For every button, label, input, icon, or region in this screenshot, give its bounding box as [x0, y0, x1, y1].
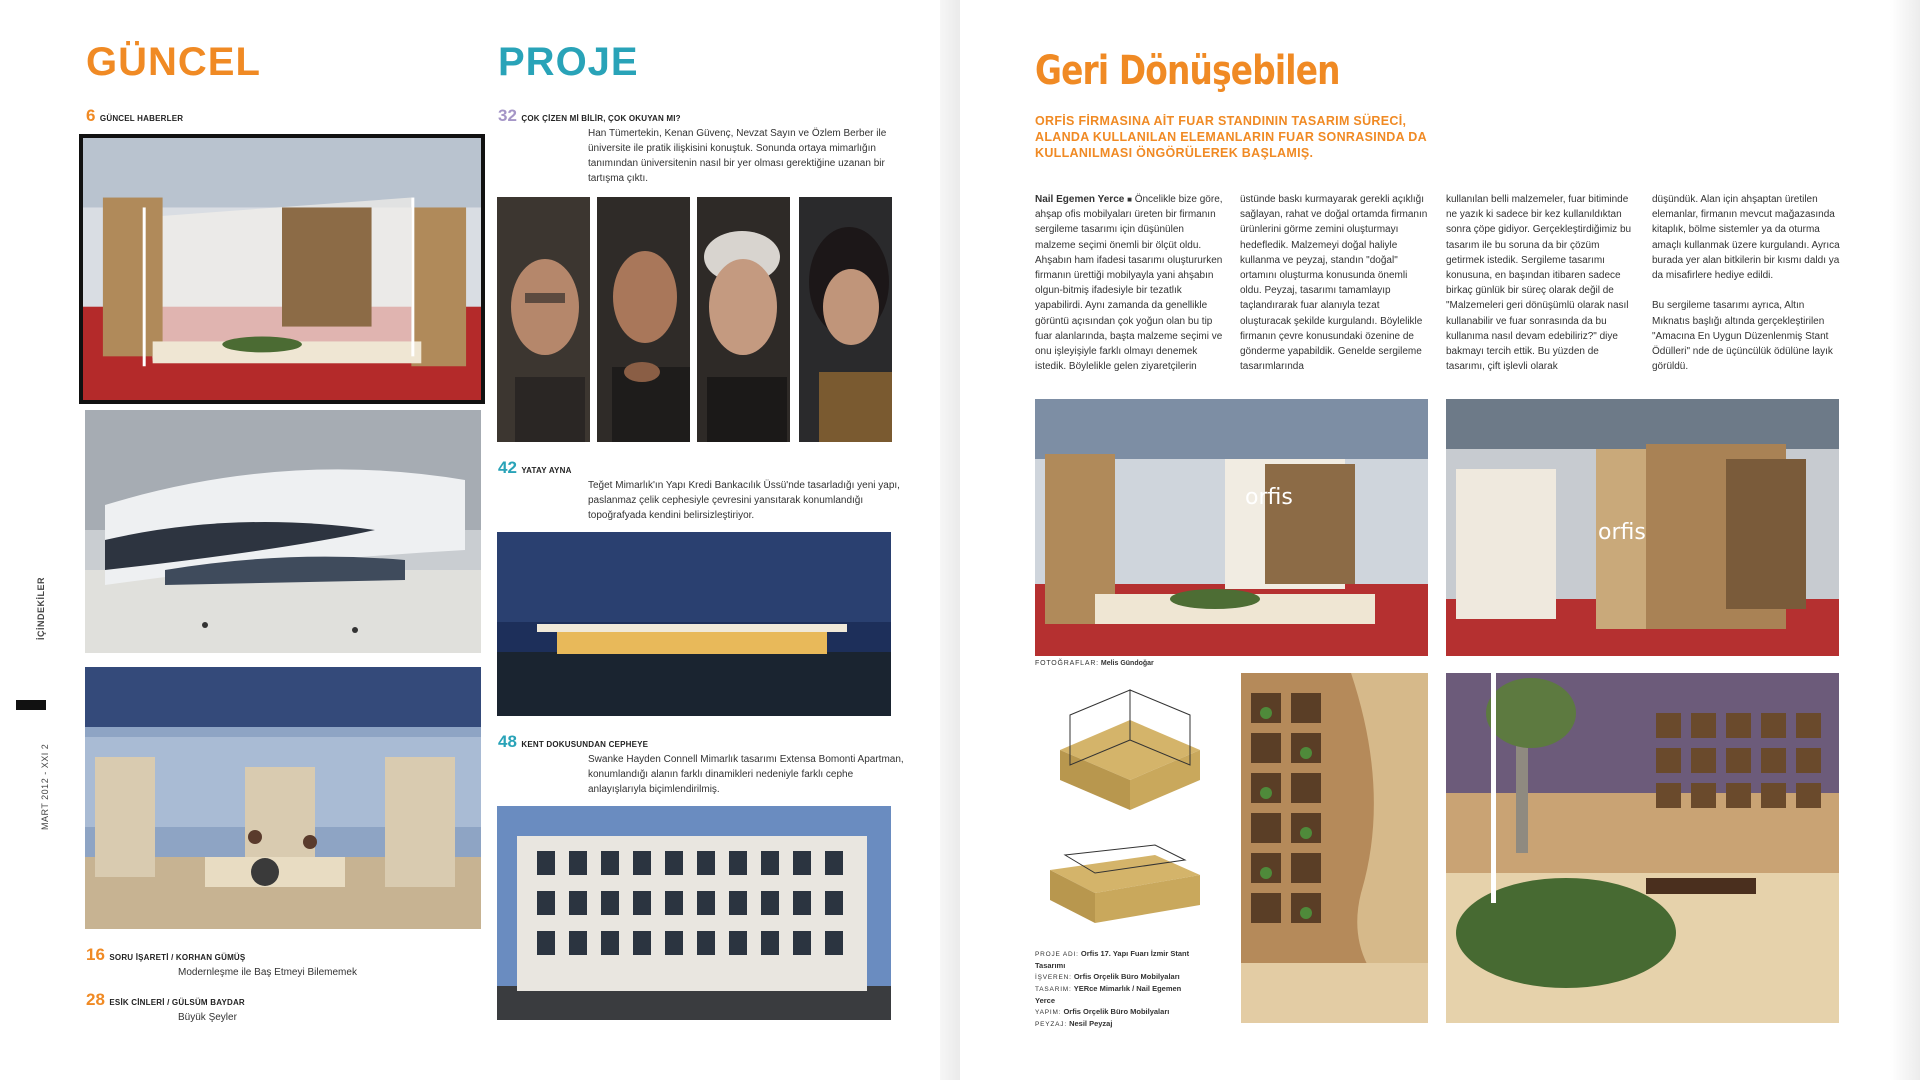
credit-row: İŞVEREN: Orfis Orçelik Büro Mobilyaları: [1035, 972, 1180, 981]
entry-tag: ÇOK ÇİZEN Mİ BİLİR, ÇOK OKUYAN MI?: [521, 114, 681, 123]
yatay-ayna-building-image[interactable]: [497, 532, 891, 716]
orfis-sign-text: orfis: [1598, 520, 1646, 545]
orfis-sign-text: orfis: [1245, 485, 1293, 510]
project-credits: [1035, 948, 1195, 1030]
entry-tag: YATAY AYNA: [521, 466, 572, 475]
article-column-1: Nail Egemen Yerce ■ Öncelikle bize göre, ahşap ofis mobilyaları üreten bir firmanın sergileme tasarımı için düşünülen malzeme seçimi önemli bir ölçüt oldu. Ahşabın ham ifadesi tasarımı oluştururken firmanın ürettiği mobilyayla yani ahşabın olgun-bitmiş ifadesiyle bir tezatlık yapabilirdi. Aynı zamanda da genellikle görüntü açısından çok yoğun olan bu tip fuar alanlarında, başta malzeme seçimi ve onu işleyişiyle farklı olmayı denemek istedik. Böylelikle gelen ziyaretçilerin: [1035, 194, 1223, 373]
credit-row: YAPIM: Orfis Orçelik Büro Mobilyaları: [1035, 1007, 1170, 1016]
credit-row: PEYZAJ: Nesil Peyzaj: [1035, 1019, 1113, 1028]
article-title: Geri Dönüşebilen: [1035, 48, 1340, 94]
entry-tag: SORU İŞARETİ / KORHAN GÜMÜŞ: [109, 953, 246, 962]
photo-credit: FOTOĞRAFLAR: Melis Gündoğar: [1035, 660, 1154, 667]
booth-axonometric-drawing-1[interactable]: [1040, 680, 1220, 820]
interior-thumbnail-image[interactable]: [85, 667, 481, 929]
portrait-ozlem-berber-image: [799, 197, 892, 442]
proje-entry-32[interactable]: [498, 106, 898, 186]
article-column-3: kullanılan belli malzemeler, fuar bitiminde ne yazık ki sadece bir kez kullanıldıktan sonra çöpe gidiyor. Gerçekleştirdiğimiz bu tasarım ile bu soruna da bir çözüm getirmek istedik. Sergileme tasarımı konusuna, en başından itibaren sadece birkaç günlük bir süreç olarak değil de "Malzemeleri geri dönüşümlü olarak nasıl kullanabilir ve fuar sonrasında da bu kullanıma nasıl devam edebiliriz?" diye bakmayı tercih ettik. Bu yüzden de tasarımı, çift işlevli olarak: [1446, 194, 1632, 373]
entry-number: 42: [498, 458, 517, 477]
extensa-bomonti-building-image[interactable]: [497, 806, 891, 1020]
entry-number: 48: [498, 732, 517, 751]
credit-row: TASARIM: YERce Mimarlık / Nail Egemen Yerce: [1035, 984, 1182, 1005]
guncel-entry-6[interactable]: [86, 106, 183, 126]
guncel-section-title: GÜNCEL: [86, 40, 261, 84]
article-lead: ORFİS FİRMASINA AİT FUAR STANDININ TASARIM SÜRECİ, ALANDA KULLANILAN ELEMANLARIN FUAR SONRASINDA DA KULLANILMASI ÖNGÖRÜLEREK BAŞLAMIŞ.: [1035, 114, 1427, 160]
building-thumbnail-image[interactable]: [85, 410, 481, 653]
orfis-booth-thumbnail-image[interactable]: [79, 134, 485, 404]
entry-number: 6: [86, 106, 96, 125]
portrait-han-tumertekin-image: [497, 197, 590, 442]
proje-section-title: PROJE: [498, 40, 639, 84]
booth-side-photo[interactable]: [1446, 399, 1839, 656]
entry-description: Han Tümertekin, Kenan Güvenç, Nevzat Sayın ve Özlem Berber ile üniversite ile pratik ilişkisini konuştuk. Sonunda ortaya mimarlığın tanımından üniversitenin nasıl bir yer olması gerektiğine uzanan bir tartışma çıktı.: [588, 128, 887, 184]
booth-front-photo[interactable]: [1035, 399, 1428, 656]
guncel-entry-16[interactable]: [86, 945, 357, 978]
entry-tag: KENT DOKUSUNDAN CEPHEYE: [521, 740, 649, 749]
article-author: Nail Egemen Yerce: [1035, 194, 1125, 205]
guncel-entry-28[interactable]: [86, 990, 245, 1023]
entry-description: Büyük Şeyler: [178, 1012, 237, 1023]
portrait-nevzat-sayin-image: [697, 197, 790, 442]
entry-tag: GÜNCEL HABERLER: [99, 114, 184, 123]
entry-description: Swanke Hayden Connell Mimarlık tasarımı Extensa Bomonti Apartman, konumlandığı alanın farklı dinamikleri nedeniyle farklı cephe anlayışlarıyla biçimlendirilmiş.: [588, 754, 904, 795]
credit-row: PROJE ADI: Orfis 17. Yapı Fuarı İzmir Stant Tasarımı: [1035, 949, 1190, 970]
portrait-kenan-guvenc-image: [597, 197, 690, 442]
article-column-4: düşündük. Alan için ahşaptan üretilen elemanlar, firmanın mevcut mağazasında kitaplık, bölme sistemler ya da oturma amaçlı kullanmak üzere kurgulandı. Ayrıca burada yer alan bitkilerin bir kısmı daldı ya da misafirlere hediye edildi. Bu sergileme tasarımı ayrıca, Altın Mıknatıs başlığı altında gerçekleştirilen "Amacına En Uygun Düzenlenmiş Stant Ödülleri" nde de üçüncülük ödülüne layık görüldü.: [1652, 194, 1840, 373]
shelving-wave-photo[interactable]: [1241, 673, 1428, 1023]
entry-description: Modernleşme ile Baş Etmeyi Bilememek: [178, 967, 357, 978]
entry-number: 28: [86, 990, 105, 1009]
article-column-2: üstünde baskı kurmayarak gerekli açıklığı sağlayan, rahat ve doğal ortamda firmanın ürünlerini görme zemini oluşturmayı hedefledik. Malzemeyi doğal haliyle kullanma ve peyzaj, standın "doğal" ortamını oluşturma konusunda önemli oldu. Peyzaj, tasarımı tamamlayıp taçlandırarak fuar alanıyla tezat oluşturacak şekilde kurgulandı. Böylelikle firmanın çevre konusundaki özenine de gönderme yapabildik. Genelde sergileme tasarımlarında: [1240, 194, 1428, 373]
entry-number: 32: [498, 106, 517, 125]
proje-entry-48[interactable]: [498, 732, 904, 797]
sidebar-issue-label: MART 2012 - XXI 2: [40, 743, 50, 830]
sidebar-section-label: İÇİNDEKİLER: [36, 576, 46, 640]
booth-interior-tree-photo[interactable]: [1446, 673, 1839, 1023]
entry-description: Teğet Mimarlık'ın Yapı Kredi Bankacılık Üssü'nde tasarladığı yeni yapı, paslanmaz çelik cephesiyle çevresini yansıtarak konumlandığı topoğrafyada kendini belirsizleştiriyor.: [588, 480, 900, 521]
column-text: Öncelikle bize göre, ahşap ofis mobilyaları üreten bir firmanın sergileme tasarımı için düşünülen malzeme seçimi önemli bir ölçüt oldu. Ahşabın ham ifadesi tasarımı oluştururken firmanın ürettiği mobilyayla yani ahşabın olgun-bitmiş ifadesiyle bir tezatlık yapabilirdi. Aynı zamanda da genellikle görüntü açısından çok yoğun olan bu tip fuar alanlarında, başta malzeme seçimi ve onu işleyişiyle farklı olmayı denemek istedik. Böylelikle gelen ziyaretçilerin: [1035, 194, 1223, 373]
page-edge-shadow: [1890, 0, 1920, 1080]
booth-axonometric-drawing-2[interactable]: [1035, 835, 1215, 935]
sidebar-marker: [16, 700, 46, 710]
entry-tag: ESİK CİNLERİ / GÜLSÜM BAYDAR: [109, 998, 245, 1007]
proje-entry-42[interactable]: [498, 458, 898, 523]
entry-number: 16: [86, 945, 105, 964]
